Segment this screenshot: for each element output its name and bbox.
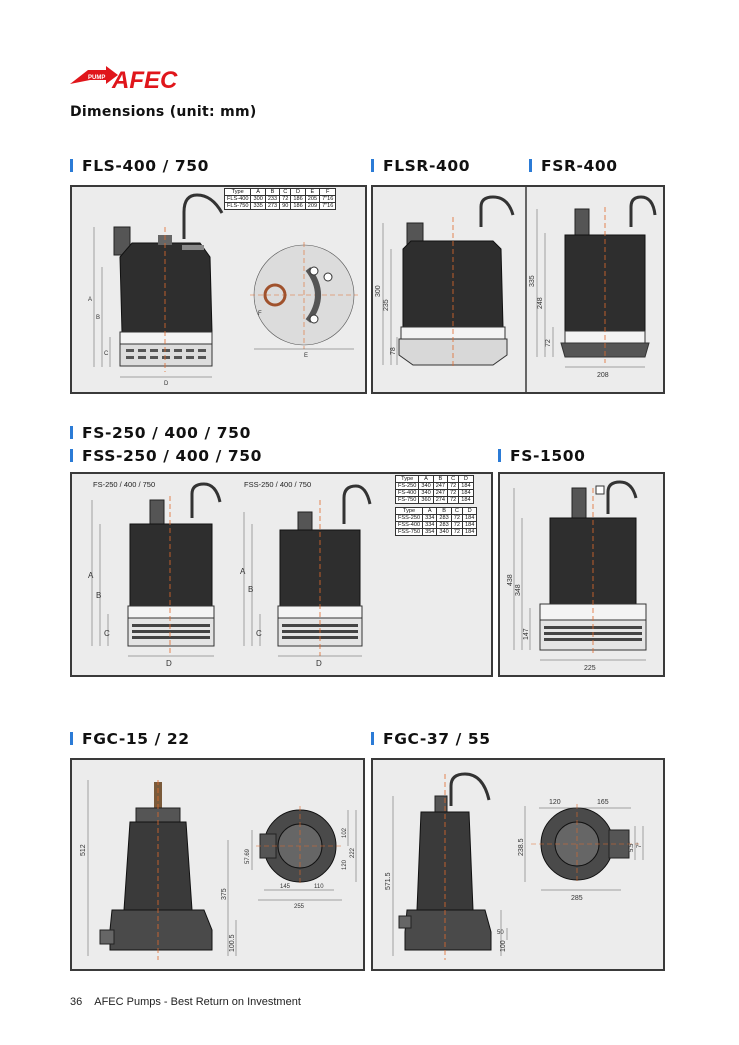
fs-fss-pump-drawing <box>72 474 491 675</box>
table-cell: D <box>291 189 305 196</box>
table-cell: 72 <box>451 529 462 536</box>
flsr-fsr-drawing-panel <box>371 185 665 394</box>
table-cell: FSS-250 <box>396 515 423 522</box>
fgc15-dim-v3: 102 <box>342 827 348 838</box>
fsr-dim-base: 72 <box>545 339 552 347</box>
table-cell: 340 <box>419 483 433 490</box>
table-cell: D <box>463 508 477 515</box>
table-cell: C <box>280 189 291 196</box>
fss-caption: FSS-250 / 400 / 750 <box>244 480 312 489</box>
table-cell: D <box>459 476 473 483</box>
table-cell: A <box>419 476 433 483</box>
table-cell: 334 <box>423 515 437 522</box>
heading-fls <box>70 157 209 175</box>
footer-tagline: AFEC Pumps - Best Return on Investment <box>94 996 301 1008</box>
page-number: 36 <box>70 996 83 1008</box>
fgc37-pump-drawing <box>373 760 663 969</box>
heading-fss <box>70 447 262 465</box>
fgc15-drawing-panel <box>70 758 365 971</box>
fls-drawing-panel <box>70 185 367 394</box>
table-cell: 247 <box>433 483 447 490</box>
fss-dim-label-a: A <box>240 567 246 576</box>
table-cell: 340 <box>419 490 433 497</box>
table-cell: 247 <box>433 490 447 497</box>
accent-bar <box>371 159 374 172</box>
afec-logo <box>68 62 178 92</box>
accent-bar <box>70 159 73 172</box>
table-cell: B <box>437 508 451 515</box>
fgc37-dim-height: 571.5 <box>385 872 392 890</box>
table-cell: 335 <box>251 203 265 210</box>
table-cell: 184 <box>459 497 473 504</box>
fs1500-dim-height: 438 <box>507 574 514 586</box>
heading-fss-label: FSS-250 / 400 / 750 <box>82 447 263 465</box>
accent-bar <box>70 426 73 439</box>
dim-label-a: A <box>88 297 93 303</box>
fgc37-dim-w1: 120 <box>549 799 561 806</box>
table-cell: FS-750 <box>396 497 419 504</box>
fgc15-dim-w2: 110 <box>314 884 324 890</box>
table-cell: Type <box>225 189 251 196</box>
table-cell: 360 <box>419 497 433 504</box>
heading-fs-label: FS-250 / 400 / 750 <box>82 424 251 442</box>
accent-bar <box>70 732 73 745</box>
accent-bar <box>70 449 73 462</box>
table-cell: FLS-750 <box>225 203 251 210</box>
heading-fs1500 <box>498 447 586 465</box>
table-cell: 340 <box>437 529 451 536</box>
fs1500-dim-width: 225 <box>584 665 596 672</box>
flsr-dim-base: 78 <box>390 347 397 355</box>
table-cell: 72 <box>451 515 462 522</box>
heading-fsr <box>529 157 618 175</box>
heading-flsr <box>371 157 470 175</box>
table-cell: 283 <box>437 522 451 529</box>
table-cell: 300 <box>251 196 265 203</box>
table-cell: 283 <box>437 515 451 522</box>
table-cell: 186 <box>291 203 305 210</box>
table-cell: B <box>265 189 279 196</box>
table-cell: 72 <box>448 497 459 504</box>
accent-bar <box>529 159 532 172</box>
table-cell: 184 <box>463 522 477 529</box>
table-cell: 184 <box>459 483 473 490</box>
table-cell: A <box>423 508 437 515</box>
table-cell: 72 <box>280 196 291 203</box>
table-cell: FSS-750 <box>396 529 423 536</box>
fgc37-drawing-panel <box>371 758 665 971</box>
table-cell: 90 <box>280 203 291 210</box>
dim-label-c: C <box>104 351 109 357</box>
heading-fs <box>70 424 251 442</box>
flsr-dim-body: 235 <box>383 299 390 311</box>
page-footer <box>70 996 301 1008</box>
table-cell: 7"16 <box>320 203 336 210</box>
fs1500-pump-drawing <box>500 474 663 675</box>
accent-bar <box>498 449 501 462</box>
table-cell: 184 <box>459 490 473 497</box>
table-cell: Type <box>396 476 419 483</box>
fss-dim-label-d: D <box>316 659 322 668</box>
fgc37-dim-r1: 5.5" <box>629 841 635 852</box>
fgc15-dim-body: 375 <box>221 888 228 900</box>
table-cell: F <box>320 189 336 196</box>
fss-dim-label-b: B <box>248 585 254 594</box>
dim-label-b: B <box>96 315 101 321</box>
table-cell: FS-400 <box>396 490 419 497</box>
fgc37-dim-r2: 7" <box>637 842 643 848</box>
table-cell: 273 <box>265 203 279 210</box>
fs-fss-drawing-panel <box>70 472 493 677</box>
heading-fgc15 <box>70 730 190 748</box>
table-cell: 334 <box>423 522 437 529</box>
fs-dim-label-c: C <box>104 629 110 638</box>
logo-small-text: PUMP <box>88 75 106 81</box>
fls-pump-drawing <box>72 187 365 392</box>
heading-fls-label: FLS-400 / 750 <box>82 157 210 175</box>
table-cell: 184 <box>463 515 477 522</box>
fsr-dim-height: 335 <box>529 275 536 287</box>
table-cell: 209 <box>305 203 319 210</box>
table-cell: E <box>305 189 319 196</box>
fs-dim-label-a: A <box>88 571 94 580</box>
fgc15-dim-v2: 120 <box>342 859 348 870</box>
heading-fgc15-label: FGC-15 / 22 <box>82 730 190 748</box>
fgc37-dim-base: 100 <box>500 940 507 952</box>
page-subtitle: Dimensions (unit: mm) <box>70 104 257 120</box>
fss-dim-label-c: C <box>256 629 262 638</box>
fs-caption: FS-250 / 400 / 750 <box>93 480 156 489</box>
fgc37-dim-w3: 285 <box>571 895 583 902</box>
heading-fgc37 <box>371 730 491 748</box>
table-cell: Type <box>396 508 423 515</box>
fs1500-dim-body: 348 <box>515 584 522 596</box>
fgc37-dim-small: 50 <box>497 930 504 936</box>
table-cell: C <box>448 476 459 483</box>
table-cell: C <box>451 508 462 515</box>
fgc15-dim-height: 512 <box>80 844 87 856</box>
fgc15-pump-drawing <box>72 760 363 969</box>
fs-dim-label-d: D <box>166 659 172 668</box>
table-cell: B <box>433 476 447 483</box>
table-cell: FSS-400 <box>396 522 423 529</box>
heading-flsr-label: FLSR-400 <box>383 157 471 175</box>
fsr-dim-width: 208 <box>597 372 609 379</box>
dim-label-e: E <box>304 353 309 359</box>
dim-label-f: F <box>258 311 262 317</box>
fs1500-dim-base: 147 <box>523 628 530 640</box>
fgc15-dim-w1: 145 <box>280 884 291 890</box>
heading-fs1500-label: FS-1500 <box>510 447 586 465</box>
table-cell: 72 <box>448 483 459 490</box>
logo-brand-text: AFEC <box>112 67 178 92</box>
table-cell: FS-250 <box>396 483 419 490</box>
fs-dim-label-b: B <box>96 591 102 600</box>
fgc15-dim-w3: 255 <box>294 904 305 910</box>
heading-fsr-label: FSR-400 <box>541 157 618 175</box>
fgc15-dim-v1: 57.69 <box>245 848 251 864</box>
table-cell: 233 <box>265 196 279 203</box>
table-cell: A <box>251 189 265 196</box>
table-cell: 274 <box>433 497 447 504</box>
table-cell: 184 <box>463 529 477 536</box>
fgc15-dim-v4: 222 <box>350 847 356 858</box>
table-cell: 354 <box>423 529 437 536</box>
fgc37-dim-body: 238.5 <box>518 838 525 856</box>
fs1500-drawing-panel <box>498 472 665 677</box>
flsr-fsr-pump-drawing <box>373 187 663 392</box>
table-cell: FLS-400 <box>225 196 251 203</box>
table-cell: 7"16 <box>320 196 336 203</box>
table-cell: 72 <box>451 522 462 529</box>
table-cell: 72 <box>448 490 459 497</box>
heading-fgc37-label: FGC-37 / 55 <box>383 730 491 748</box>
accent-bar <box>371 732 374 745</box>
table-cell: 205 <box>305 196 319 203</box>
dim-label-d: D <box>164 381 169 387</box>
fgc37-dim-w2: 165 <box>597 799 609 806</box>
table-cell: 186 <box>291 196 305 203</box>
fgc15-dim-base: 100.5 <box>229 934 236 952</box>
fsr-dim-body: 248 <box>537 297 544 309</box>
flsr-dim-height: 300 <box>375 285 382 297</box>
